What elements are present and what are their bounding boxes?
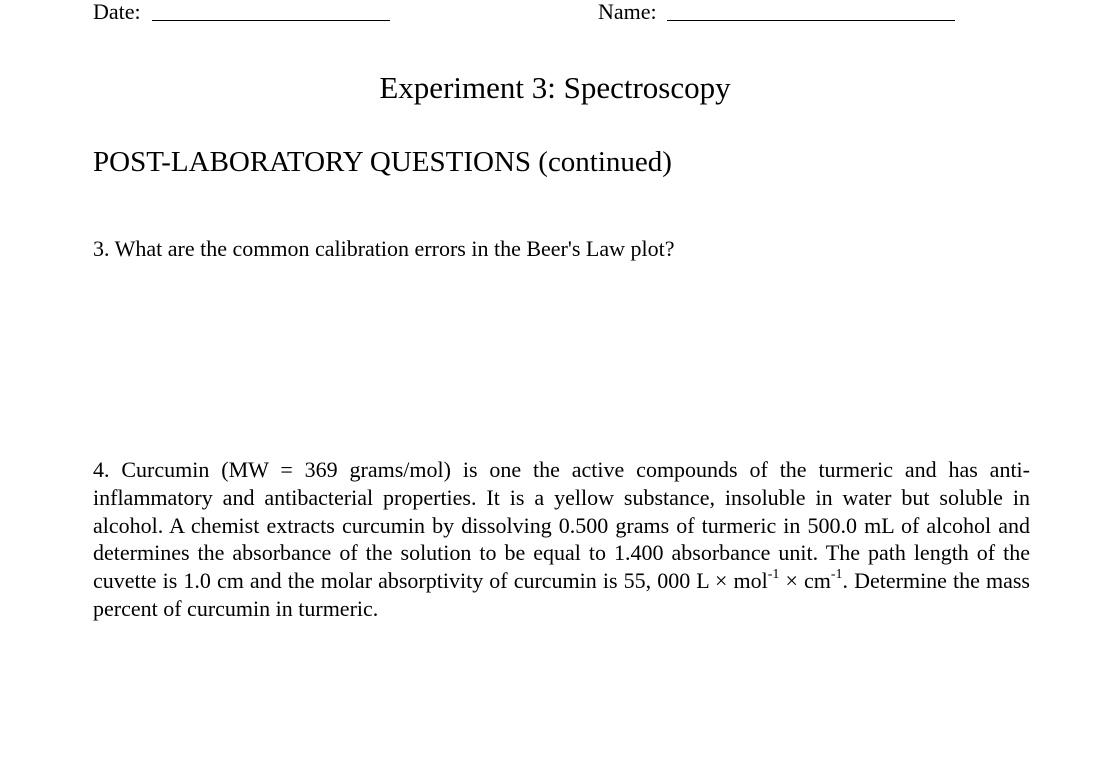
question-3-text: 3. What are the common calibration errors in the Beer's Law plot? [93, 236, 675, 261]
section-heading: POST-LABORATORY QUESTIONS (continued) [93, 146, 672, 178]
question-4-instruction: . Determine the mass percent of curcumin in turmeric. [93, 568, 1030, 621]
superscript-minus-one: -1 [767, 566, 780, 582]
date-blank-line[interactable] [152, 20, 390, 21]
page-title: Experiment 3: Spectroscopy [379, 70, 731, 105]
question-4-body: 4. Curcumin (MW = 369 grams/mol) is one the active compounds of the turmeric and has anti-inflammatory and antibacterial properties. It is a yellow substance, insoluble in water but soluble in alcohol. A chemist extracts curcumin by dissolving 0.500 grams of turmeric in 500.0 mL of alcohol and determines the absorbance of the solution to be equal to 1.400 absorbance unit. The path length of the cuvette is 1.0 cm and the molar absorptivity of curcumin is 55, 000 L × mol [93, 457, 1030, 594]
name-blank-line[interactable] [667, 20, 955, 21]
name-label: Name: [598, 0, 657, 24]
question-4-text [93, 456, 1030, 623]
superscript-minus-one-cm: -1 [830, 566, 843, 582]
date-label: Date: [93, 0, 141, 24]
question-4-units: × cm [779, 568, 831, 594]
